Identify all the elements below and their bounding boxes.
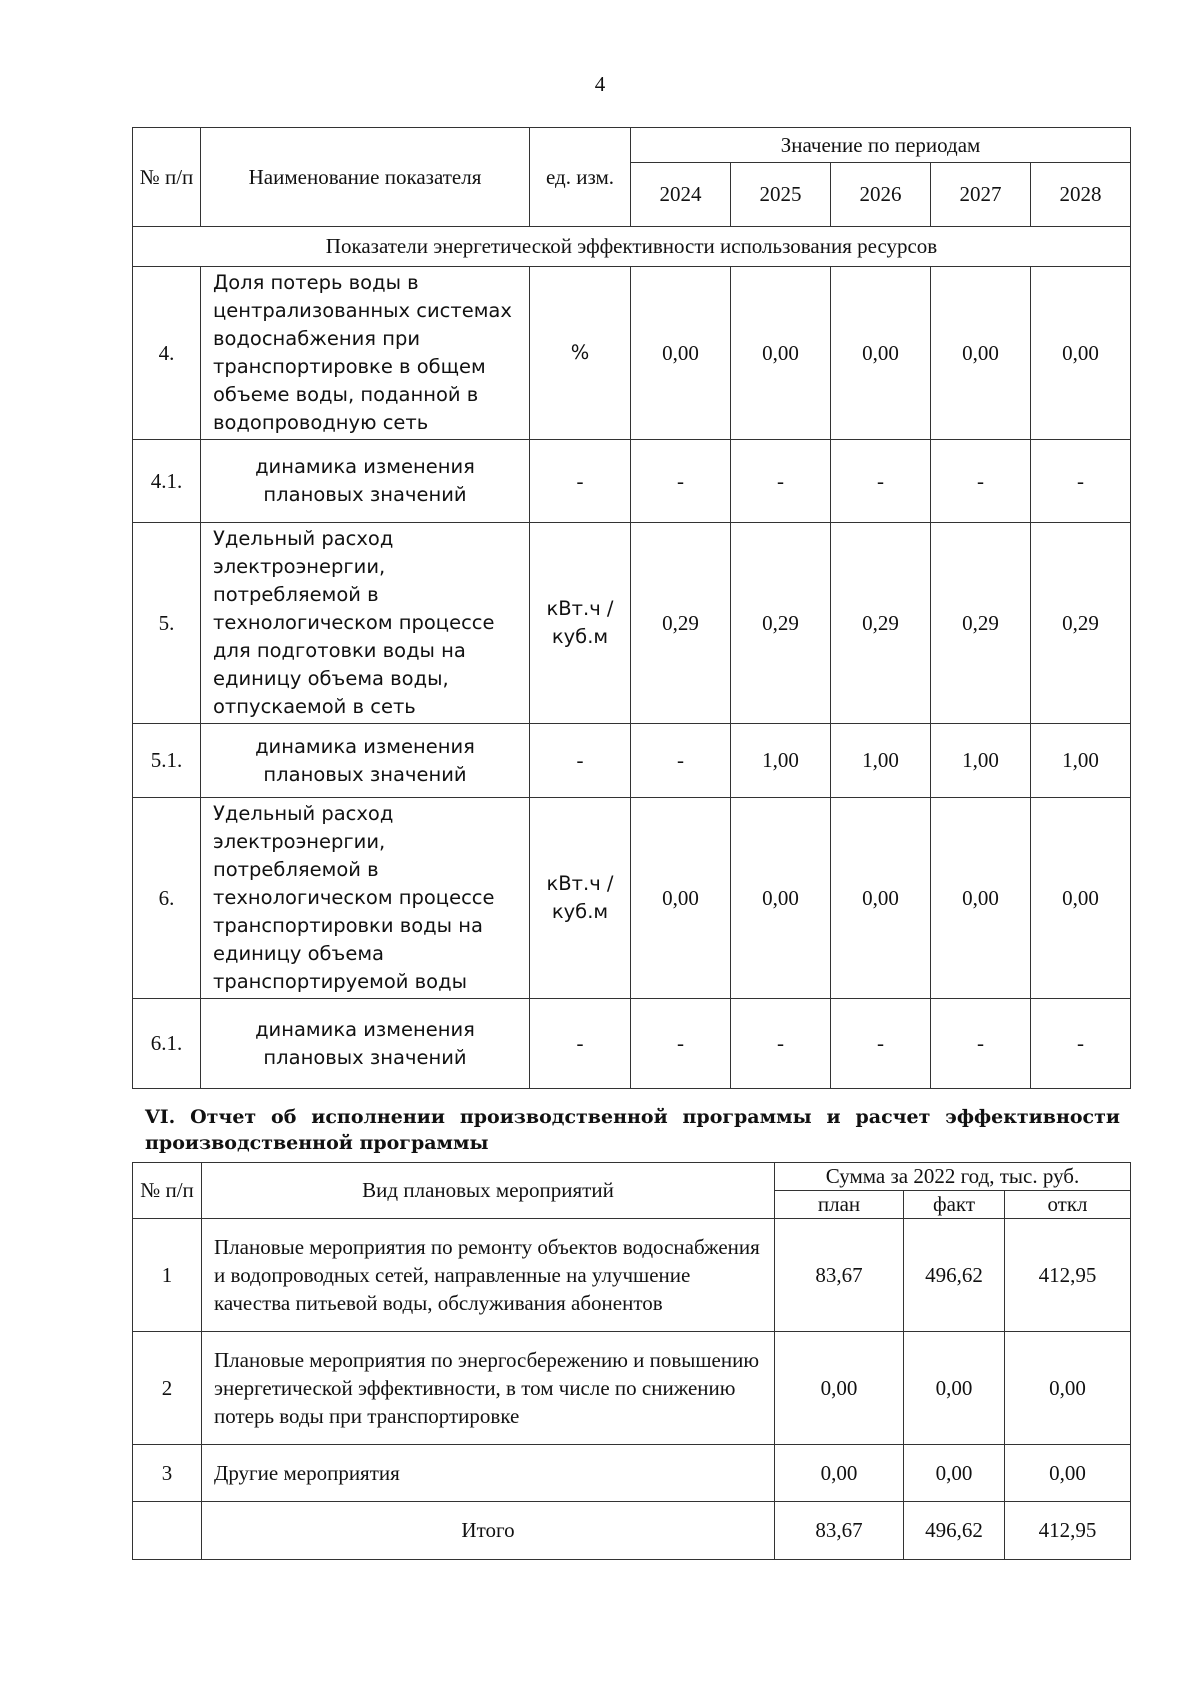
unit-cell: - <box>530 999 631 1089</box>
deviation-cell: 412,95 <box>1005 1219 1131 1332</box>
value-cell: 0,00 <box>731 798 831 999</box>
indicator-name: Удельный расход электроэнергии, потребляемой в технологическом процессе для подготовки воды на единицу объема воды, отпускаемой в сеть <box>201 523 530 724</box>
fact-cell: 496,62 <box>904 1219 1005 1332</box>
value-cell: 0,00 <box>731 267 831 440</box>
value-cell: 0,29 <box>631 523 731 724</box>
table-row <box>133 440 1131 523</box>
table-row <box>133 523 1131 724</box>
col-header-sum: Сумма за 2022 год, тыс. руб. <box>775 1163 1131 1191</box>
value-cell: 0,00 <box>931 798 1031 999</box>
program-execution-table <box>132 1162 1131 1560</box>
value-cell: 0,29 <box>1031 523 1131 724</box>
fact-cell: 496,62 <box>904 1502 1005 1560</box>
col-header-unit: ед. изм. <box>530 128 631 227</box>
value-cell: 1,00 <box>931 724 1031 798</box>
row-num: 6.1. <box>133 999 201 1089</box>
value-cell: - <box>931 440 1031 523</box>
table-row <box>133 724 1131 798</box>
value-cell: - <box>731 440 831 523</box>
indicator-name: Удельный расход электроэнергии, потребляемой в технологическом процессе транспортировки воды на единицу объема транспортируемой воды <box>201 798 530 999</box>
row-num <box>133 1502 202 1560</box>
value-cell: - <box>731 999 831 1089</box>
value-cell: - <box>1031 999 1131 1089</box>
unit-cell: кВт.ч / куб.м <box>530 523 631 724</box>
table-row <box>133 1445 1131 1502</box>
indicator-name: Доля потерь воды в централизованных системах водоснабжения при транспортировке в общем объеме воды, поданной в водопроводную сеть <box>201 267 530 440</box>
col-header-num: № п/п <box>133 1163 202 1219</box>
value-cell: 0,29 <box>831 523 931 724</box>
table-row <box>133 999 1131 1089</box>
plan-cell: 0,00 <box>775 1445 904 1502</box>
value-cell: - <box>631 999 731 1089</box>
col-header-activity: Вид плановых мероприятий <box>202 1163 775 1219</box>
plan-cell: 83,67 <box>775 1502 904 1560</box>
value-cell: - <box>831 440 931 523</box>
value-cell: 1,00 <box>831 724 931 798</box>
value-cell: 0,29 <box>931 523 1031 724</box>
value-cell: 1,00 <box>731 724 831 798</box>
value-cell: 1,00 <box>1031 724 1131 798</box>
row-num: 5. <box>133 523 201 724</box>
fact-cell: 0,00 <box>904 1445 1005 1502</box>
row-num: 4.1. <box>133 440 201 523</box>
row-num: 1 <box>133 1219 202 1332</box>
activity-name: Плановые мероприятия по энергосбережению и повышению энергетической эффективности, в том числе по снижению потерь воды при транспортировке <box>202 1332 775 1445</box>
value-cell: 0,00 <box>931 267 1031 440</box>
energy-efficiency-table <box>132 127 1131 1089</box>
unit-cell: % <box>530 267 631 440</box>
row-num: 2 <box>133 1332 202 1445</box>
col-header-periods: Значение по периодам <box>631 128 1131 163</box>
col-header-year: 2024 <box>631 163 731 227</box>
value-cell: 0,00 <box>631 267 731 440</box>
value-cell: 0,00 <box>831 798 931 999</box>
col-header-fact: факт <box>904 1191 1005 1219</box>
fact-cell: 0,00 <box>904 1332 1005 1445</box>
value-cell: - <box>631 440 731 523</box>
col-header-year: 2025 <box>731 163 831 227</box>
row-num: 4. <box>133 267 201 440</box>
table-row <box>133 267 1131 440</box>
value-cell: - <box>831 999 931 1089</box>
value-cell: 0,00 <box>631 798 731 999</box>
section-title: Показатели энергетической эффективности использования ресурсов <box>133 227 1131 267</box>
indicator-name: динамика изменения плановых значений <box>201 999 530 1089</box>
plan-cell: 83,67 <box>775 1219 904 1332</box>
indicator-name: динамика изменения плановых значений <box>201 724 530 798</box>
value-cell: 0,00 <box>1031 267 1131 440</box>
value-cell: - <box>1031 440 1131 523</box>
table-row <box>133 1219 1131 1332</box>
col-header-year: 2028 <box>1031 163 1131 227</box>
unit-cell: кВт.ч / куб.м <box>530 798 631 999</box>
value-cell: - <box>931 999 1031 1089</box>
unit-cell: - <box>530 440 631 523</box>
indicator-name: динамика изменения плановых значений <box>201 440 530 523</box>
col-header-num: № п/п <box>133 128 201 227</box>
value-cell: 0,00 <box>1031 798 1131 999</box>
activity-name: Плановые мероприятия по ремонту объектов водоснабжения и водопроводных сетей, направленные на улучшение качества питьевой воды, обслуживания абонентов <box>202 1219 775 1332</box>
table-row <box>133 798 1131 999</box>
value-cell: - <box>631 724 731 798</box>
activity-name: Другие мероприятия <box>202 1445 775 1502</box>
row-num: 3 <box>133 1445 202 1502</box>
value-cell: 0,00 <box>831 267 931 440</box>
col-header-deviation: откл <box>1005 1191 1131 1219</box>
value-cell: 0,29 <box>731 523 831 724</box>
row-num: 6. <box>133 798 201 999</box>
deviation-cell: 0,00 <box>1005 1332 1131 1445</box>
plan-cell: 0,00 <box>775 1332 904 1445</box>
unit-cell: - <box>530 724 631 798</box>
col-header-year: 2026 <box>831 163 931 227</box>
total-label: Итого <box>202 1502 775 1560</box>
col-header-year: 2027 <box>931 163 1031 227</box>
col-header-plan: план <box>775 1191 904 1219</box>
page-number: 4 <box>594 72 606 96</box>
deviation-cell: 0,00 <box>1005 1445 1131 1502</box>
deviation-cell: 412,95 <box>1005 1502 1131 1560</box>
total-row <box>133 1502 1131 1560</box>
col-header-name: Наименование показателя <box>201 128 530 227</box>
section-heading: VI. Отчет об исполнении производственной программы и расчет эффективности производственной программы <box>145 1106 1120 1154</box>
table-row <box>133 1332 1131 1445</box>
row-num: 5.1. <box>133 724 201 798</box>
